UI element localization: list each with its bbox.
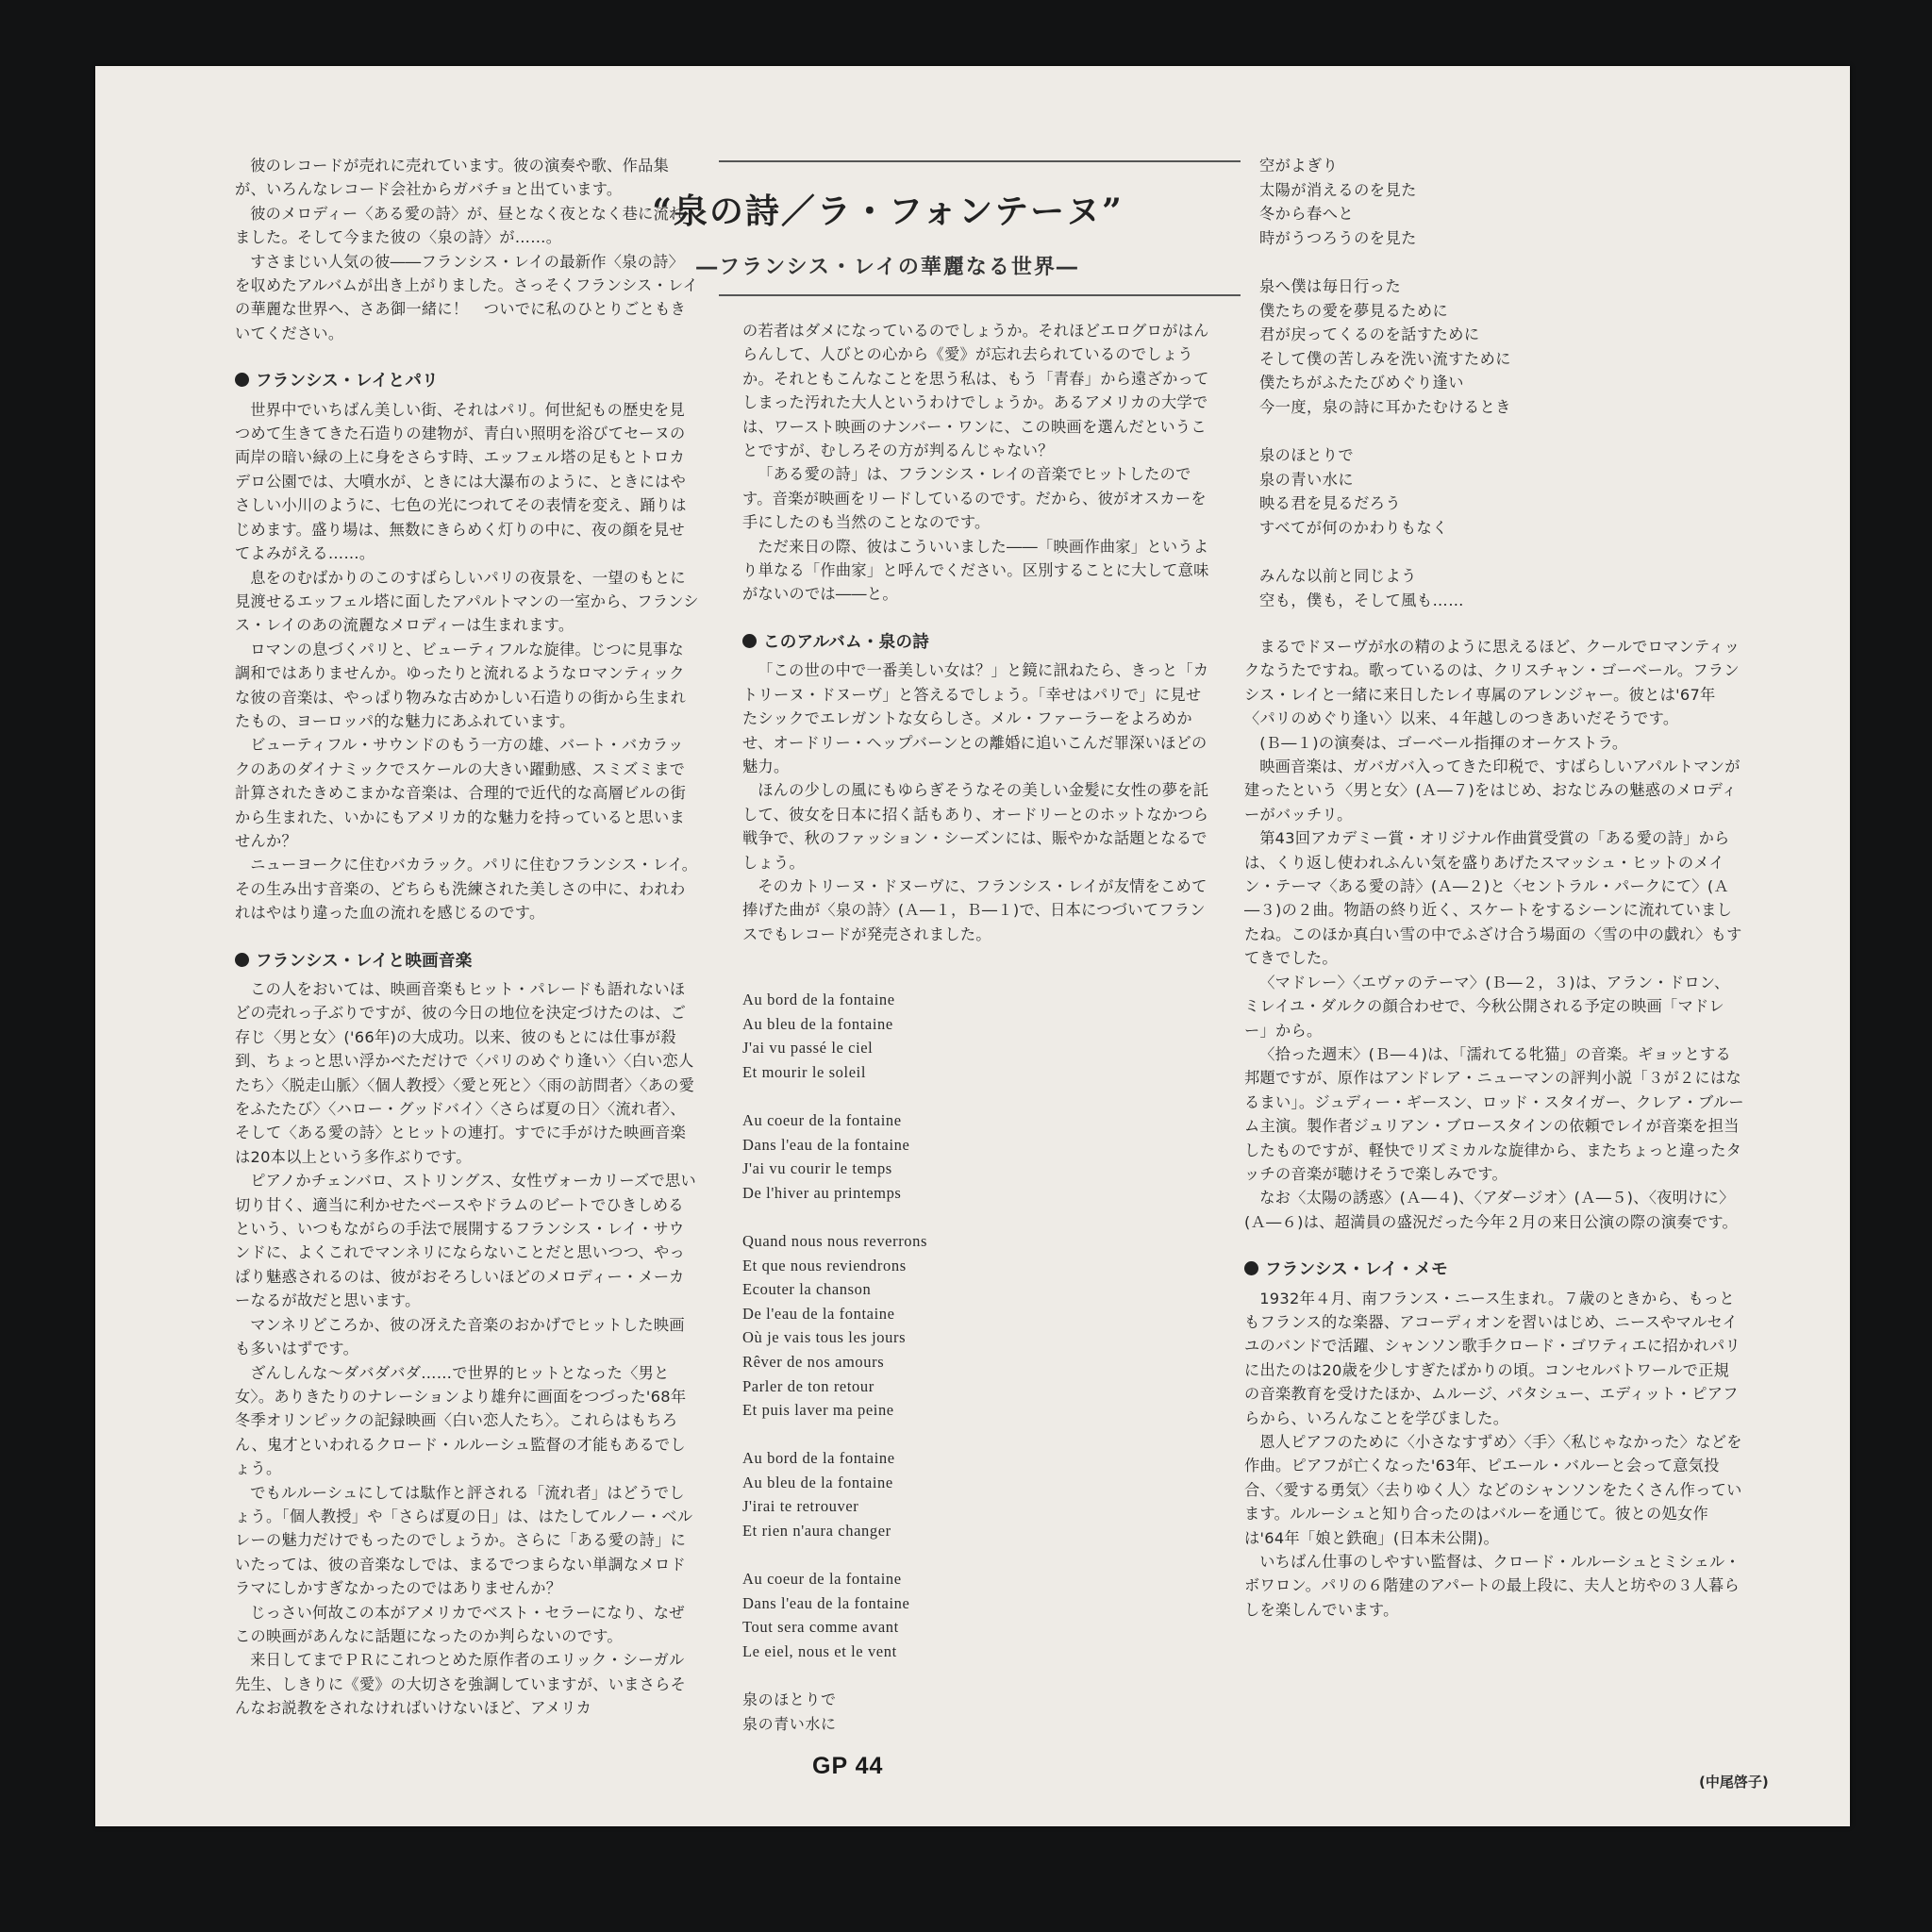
- album-subtitle: ―フランシス・レイの華麗なる世界―: [696, 256, 1079, 279]
- body-paragraph: この人をおいては、映画音楽もヒット・パレードも語れないほどの売れっ子ぶりですが、彼の今日の地位を決定づけたのは、ご存じ〈男と女〉('66年)の大成功。以来、彼のもとには仕事が殺到、ちょっと思い浮かべただけで〈パリのめぐり逢い〉〈白い恋人たち〉〈脱走山脈〉〈個人教授〉〈愛と死と〉〈雨の訪問者〉〈あの愛をふたたび〉〈ハロー・グッドバイ〉〈さらば夏の日〉〈流れ者〉、そして〈ある愛の詩〉とヒットの連打。すでに手がけた映画音楽は20本以上という多作ぶりです。: [235, 980, 695, 1166]
- lyrics-stanza: 泉のほとりで 泉の青い水に 映る君を見るだろう すべてが何のかわりもなく: [1259, 446, 1448, 537]
- lyrics-stanza: Quand nous nous reverrons Et que nous reviendrons Ecouter la chanson De l'eau de la fontaine Où je vais tous les jours Rêver de nos amours Parler de ton retour Et puis laver ma peine: [742, 1231, 928, 1420]
- body-paragraph: 〈拾った週末〉(Ｂ―４)は、「濡れてる牝猫」の音楽。ギョッとする邦題ですが、原作はアンドレア・ニューマンの評判小説「３が２にはなるまい」。ジュディー・ギースン、ロッド・スタイガー、クレア・ブルーム主演。製作者ジュリアン・ブロースタインの依頼でレイが音楽を担当したものですが、軽快でリズミカルな旋律から、またちょっと違ったタッチの音楽が聴けそうで楽しみです。: [1244, 1044, 1744, 1183]
- body-paragraph: でもルルーシュにしては駄作と評される「流れ者」はどうでしょう。「個人教授」や「さらば夏の日」は、はたしてルノー・ベルレーの魅力だけでもったのでしょうか。さらに「ある愛の詩」にいたっては、彼の音楽なしでは、まるでつまらない単調なメロドラマにしかすぎなかったのではありませんか？: [235, 1483, 693, 1598]
- body-paragraph: 1932年４月、南フランス・ニース生まれ。７歳のときから、もっともフランス的な楽器、アコーディオンを習いはじめ、ニースやマルセイユのバンドで活躍、シャンソン歌手クロード・ゴワティエに招かれパリに出たのは20歳を少しすぎたばかりの頃。コンセルバトワールで正規の音楽教育を受けたほか、ムルージ、パタシュー、エディット・ピアフらから、いろんなことを学びました。: [1244, 1289, 1740, 1427]
- title-rule-bottom: [719, 294, 1241, 296]
- lyrics-stanza: Au bord de la fontaine Au bleu de la fontaine J'irai te retrouver Et rien n'aura changer: [742, 1449, 895, 1541]
- author-signature: (中尾啓子): [1699, 1774, 1769, 1790]
- body-paragraph: 世界中でいちばん美しい街、それはパリ。何世紀もの歴史を見つめて生きてきた石造りの建物が、青白い照明を浴びてセーヌの両岸の暗い緑の上に身をさらす時、エッフェル塔の足もとトロカデロ公園では、大噴水が、ときには大瀑布のように、ときにはやさしい小川のように、七色の光につれてその表情を変え、踊りはじめます。盛り場は、無数にきらめく灯りの中に、夜の顔を見せてよみがえる……。: [235, 400, 687, 563]
- body-paragraph: ほんの少しの風にもゆらぎそうなその美しい金髪に女性の夢を託して、彼女を日本に招く話もあり、オードリーとのホットなかつら戦争で、秋のファッション・シーズンには、賑やかな話題となるでしょう。: [742, 781, 1209, 872]
- column-2: [742, 319, 1214, 946]
- lyrics-stanza: みんな以前と同じよう 空も，僕も，そして風も……: [1259, 567, 1464, 609]
- body-paragraph: じっさい何故この本がアメリカでベスト・セラーになり、なぜこの映画があんなに話題になったのか判らないのです。: [235, 1603, 685, 1645]
- intro-paragraph: すさまじい人気の彼――フランシス・レイの最新作〈泉の詩〉を収めたアルバムが出き上がりました。さっそくフランシス・レイの華麗な世界へ、さあ御一緒に！ ついでに私のひとりごともきいてください。: [235, 252, 699, 342]
- intro-paragraph: 彼のメロディー〈ある愛の詩〉が、昼となく夜となく巷に流れました。そして今また彼の〈泉の詩〉が……。: [235, 204, 685, 247]
- lyrics-stanza: Au coeur de la fontaine Dans l'eau de la fontaine J'ai vu courir le temps De l'hiver au printemps: [742, 1110, 910, 1202]
- body-paragraph: そのカトリーヌ・ドヌーヴに、フランシス・レイが友情をこめて捧げた曲が〈泉の詩〉(Ａ―１，Ｂ―１)で、日本につづいてフランスでもレコードが発売されました。: [742, 876, 1208, 943]
- body-paragraph: の若者はダメになっているのでしょうか。それほどエログロがはんらんして、人びとの心から《愛》が忘れ去られているのでしょうか。それともこんなことを思う私は、もう「青春」から遠ざかってしまった汚れた大人というわけでしょうか。あるアメリカの大学では、ワースト映画のナンバー・ワンに、この映画を選んだということですが、むしろその方が判るんじゃない？: [742, 322, 1209, 460]
- lyrics-stanza: 空がよぎり 太陽が消えるのを見た 冬から春へと 時がうつろうのを見た: [1259, 157, 1417, 247]
- body-paragraph: ロマンの息づくパリと、ビューティフルな旋律。じつに見事な調和ではありませんか。ゆったりと流れるようなロマンティックな彼の音楽は、やっぱり物みな古めかしい石造りの街から生まれたもの、ヨーロッパ的な魅力にあふれています。: [235, 640, 687, 730]
- body-paragraph: ざんしんな〜ダバダバダ……で世界的ヒットとなった〈男と女〉。ありきたりのナレーションより雄弁に画面をつづった'68年冬季オリンピックの記録映画〈白い恋人たち〉。これらはもちろん、鬼才といわれるクロード・ルルーシュ監督の才能もあるでしょう。: [235, 1363, 687, 1478]
- bullet-icon: [235, 373, 249, 387]
- body-paragraph: 〈マドレー〉〈エヴァのテーマ〉(Ｂ―２，３)は、アラン・ドロン、ミレイユ・ダルクの顔合わせで、今秋公開される予定の映画「マドレー」から。: [1244, 973, 1730, 1040]
- body-paragraph: 来日してまでＰＲにこれつとめた原作者のエリック・シーガル先生、しきりに《愛》の大切さを強調していますが、いまさらそんなお説教をされなければいけないほど、アメリカ: [235, 1651, 687, 1718]
- bullet-icon: [742, 634, 757, 648]
- body-paragraph: 「ある愛の詩」は、フランシス・レイの音楽でヒットしたのです。音楽が映画をリードしているのです。だから、彼がオスカーを手にしたのも当然のことなのです。: [742, 465, 1207, 532]
- catalog-number: GP 44: [812, 1753, 884, 1779]
- body-paragraph: マンネリどころか、彼の冴えた音楽のおかげでヒットした映画も多いはずです。: [235, 1315, 685, 1358]
- lyrics-stanza: Au coeur de la fontaine Dans l'eau de la fontaine Tout sera comme avant Le eiel, nous et le vent: [742, 1570, 910, 1661]
- body-paragraph: なお〈太陽の誘惑〉(Ａ―４)、〈アダージオ〉(Ａ―５)、〈夜明けに〉(Ａ―６)は、超満員の盛況だった今年２月の来日公演の際の演奏です。: [1244, 1189, 1739, 1231]
- body-paragraph: (Ｂ―１)の演奏は、ゴーベール指揮のオーケストラ。: [1259, 733, 1628, 752]
- body-paragraph: ニューヨークに住むバカラック。パリに住むフランシス・レイ。その生み出す音楽の、どちらも洗練された美しさの中に、われわれはやはり違った血の流れを感じるのです。: [235, 856, 698, 923]
- album-title: “泉の詩／ラ・フォンテーヌ”: [652, 192, 1124, 231]
- liner-notes-sheet: [95, 66, 1850, 1826]
- bullet-icon: [235, 953, 249, 967]
- lyrics-stanza: Au bord de la fontaine Au bleu de la fontaine J'ai vu passé le ciel Et mourir le soleil: [742, 991, 895, 1081]
- body-paragraph: まるでドヌーヴが水の精のように思えるほど、クールでロマンティックなうたですね。歌っているのは、クリスチャン・ゴーベール。フランシス・レイと一緒に来日したレイ専属のアレンジャー。彼とは'67年〈パリのめぐり逢い〉以来、４年越しのつきあいだそうです。: [1244, 638, 1740, 728]
- japanese-lyrics-start: 泉のほとりで 泉の青い水に: [742, 1690, 837, 1733]
- column-3: [1244, 635, 1744, 1622]
- lyrics-stanza: 泉へ僕は毎日行った 僕たちの愛を夢見るために 君が戻ってくるのを話すために そして僕の苦しみを洗い流すために 僕たちがふたたびめぐり逢い 今一度，泉の詩に耳かたむけるとき: [1259, 276, 1511, 416]
- section-heading-album: このアルバム・泉の詩: [742, 631, 1214, 655]
- body-paragraph: 「この世の中で一番美しい女は？」と鏡に訊ねたら、きっと「カトリーヌ・ドヌーヴ」と答えるでしょう。「幸せはパリで」に見せたシックでエレガントな女らしさ。メル・ファーラーをよろめかせ、オードリー・ヘップバーンとの離婚に追いこんだ罪深いほどの魅力。: [742, 661, 1209, 775]
- intro-paragraph: 彼のレコードが売れに売れています。彼の演奏や歌、作品集が、いろんなレコード会社からガバチョと出ています。: [235, 157, 670, 199]
- body-paragraph: ただ来日の際、彼はこういいました――「映画作曲家」というより単なる「作曲家」と呼んでください。区別することに大して意味がないのでは――と。: [742, 537, 1209, 604]
- section-heading-film-music: フランシス・レイと映画音楽: [235, 950, 699, 974]
- french-lyrics: [742, 988, 1082, 1736]
- bullet-icon: [1244, 1261, 1258, 1275]
- body-paragraph: 恩人ピアフのために〈小さなすずめ〉〈手〉〈私じゃなかった〉などを作曲。ピアフが亡くなった'63年、ピエール・バルーと会って意気投合、〈愛する勇気〉〈去りゆく人〉などのシャンソンをたくさん作っています。ルルーシュと知り合ったのはバルーを通じて。彼との処女作は'64年「娘と鉄砲」(日本未公開)。: [1244, 1433, 1742, 1547]
- body-paragraph: ピアノかチェンバロ、ストリングス、女性ヴォーカリーズで思い切り甘く、適当に利かせたベースやドラムのビートでひきしめるという、いつもながらの手法で展開するフランシス・レイ・サウンドに、よくこれでマンネリにならないことだと思いつつ、やっぱり魅惑されるのは、彼がおそろしいほどのメロディー・メーカーなるが故だと思います。: [235, 1172, 696, 1310]
- section-heading-paris: フランシス・レイとパリ: [235, 370, 699, 393]
- section-heading-memo: フランシス・レイ・メモ: [1244, 1258, 1744, 1282]
- japanese-lyrics: [1259, 154, 1750, 637]
- body-paragraph: ビューティフル・サウンドのもう一方の雄、バート・バカラックのあのダイナミックでスケールの大きい躍動感、スミズミまで計算されたきめこまかな音楽は、合理的で近代的な高層ビルの街から生まれた、いかにもアメリカ的な魅力を持っていると思いませんか？: [235, 736, 687, 850]
- body-paragraph: 第43回アカデミー賞・オリジナル作曲賞受賞の「ある愛の詩」からは、くり返し使われふんい気を盛りあげたスマッシュ・ヒットのメイン・テーマ〈ある愛の詩〉(Ａ―２)と〈セントラル・パークにて〉(Ａ―３)の２曲。物語の終り近く、スケートをするシーンに流れていましたね。このほか真白い雪の中でふざけ合う場面の〈雪の中の戯れ〉もすてきでした。: [1244, 829, 1742, 968]
- column-1: [235, 154, 699, 1721]
- title-rule-top: [719, 160, 1241, 162]
- body-paragraph: 息をのむばかりのこのすばらしいパリの夜景を、一望のもとに見渡せるエッフェル塔に面したアパルトマンの一室から、フランシス・レイのあの流麗なメロディーは生まれます。: [235, 568, 699, 635]
- body-paragraph: いちばん仕事のしやすい監督は、クロード・ルルーシュとミシェル・ボワロン。パリの６階建のアパートの最上段に、夫人と坊やの３人暮らしを楽しんでいます。: [1244, 1553, 1740, 1619]
- body-paragraph: 映画音楽は、ガバガバ入ってきた印税で、すばらしいアパルトマンが建ったという〈男と女〉(Ａ―７)をはじめ、おなじみの魅惑のメロディーがバッチリ。: [1244, 758, 1740, 824]
